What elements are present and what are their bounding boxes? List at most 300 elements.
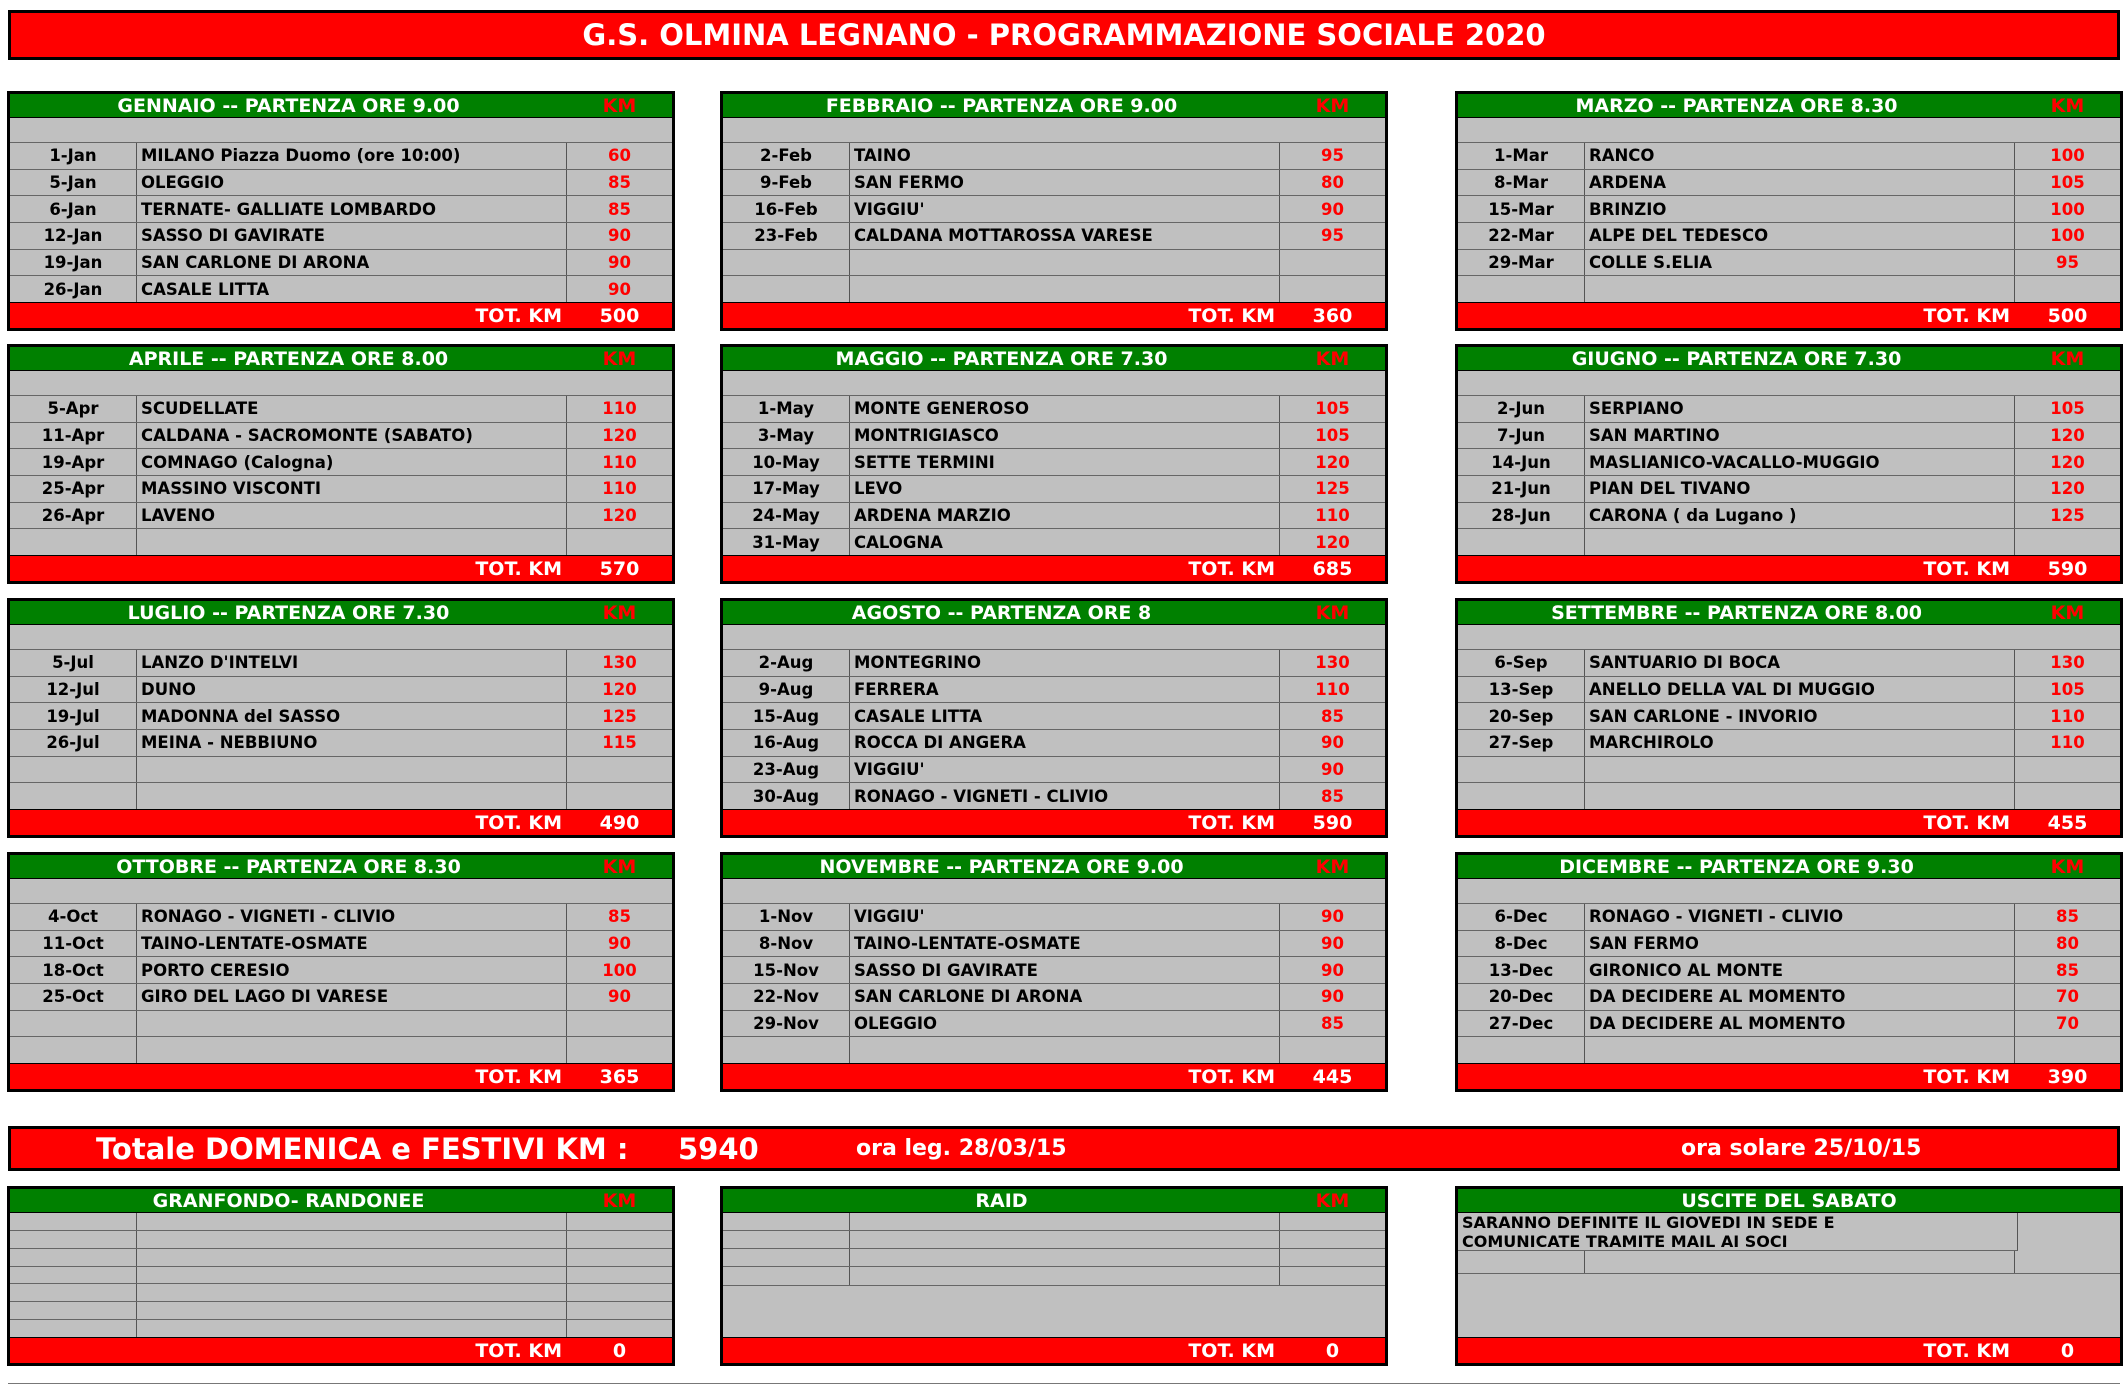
month-block <box>7 852 675 1092</box>
table-row[interactable] <box>723 250 1385 277</box>
granfondo-km-label: KM <box>602 1189 637 1212</box>
ride-destination: RONAGO - VIGNETI - CLIVIO <box>137 904 567 930</box>
ride-date: 4-Oct <box>10 904 137 930</box>
ride-rows <box>10 396 672 555</box>
table-row[interactable] <box>723 170 1385 197</box>
ride-rows <box>1458 650 2120 809</box>
table-row[interactable] <box>10 143 672 170</box>
ride-destination: LAVENO <box>137 503 567 529</box>
ride-date: 10-May <box>723 449 850 475</box>
header-spacer-row <box>723 118 1385 143</box>
table-row[interactable] <box>10 1284 672 1302</box>
ride-km <box>567 1037 672 1063</box>
km-column-label: KM <box>2050 601 2085 624</box>
header-spacer-row <box>1458 371 2120 396</box>
table-row[interactable] <box>10 170 672 197</box>
table-row[interactable] <box>723 957 1385 984</box>
month-total-value: 685 <box>1312 557 1353 580</box>
month-footer <box>723 1063 1385 1089</box>
month-title: MARZO -- PARTENZA ORE 8.30 <box>1575 94 1898 117</box>
table-row[interactable] <box>1458 1251 2120 1274</box>
ride-km: 90 <box>608 987 631 1007</box>
ride-destination: OLEGGIO <box>137 170 567 196</box>
month-total-value: 445 <box>1312 1065 1353 1088</box>
km-column-label: KM <box>1315 601 1350 624</box>
ride-date: 7-Jun <box>1458 423 1585 449</box>
ride-km: 95 <box>1321 146 1344 166</box>
ride-destination: DA DECIDERE AL MOMENTO <box>1585 984 2015 1010</box>
table-row[interactable] <box>723 529 1385 555</box>
header-spacer-row <box>1458 625 2120 650</box>
table-row[interactable] <box>10 1213 672 1231</box>
ride-date: 26-Jul <box>10 730 137 756</box>
ride-date: 5-Apr <box>10 396 137 422</box>
ride-destination: CASALE LITTA <box>137 276 567 302</box>
km-column-label: KM <box>1315 347 1350 370</box>
raid-block <box>720 1186 1388 1366</box>
month-title: GIUGNO -- PARTENZA ORE 7.30 <box>1571 347 1902 370</box>
raid-footer <box>723 1337 1385 1363</box>
month-header <box>10 601 672 625</box>
ride-date: 27-Dec <box>1458 1011 1585 1037</box>
ride-date: 25-Oct <box>10 984 137 1010</box>
month-total-value: 570 <box>599 557 640 580</box>
table-row[interactable] <box>10 931 672 958</box>
month-footer <box>1458 1063 2120 1089</box>
month-total-label: TOT. KM <box>1188 304 1275 327</box>
table-row[interactable] <box>1458 143 2120 170</box>
month-title: LUGLIO -- PARTENZA ORE 7.30 <box>127 601 450 624</box>
table-row[interactable] <box>1458 984 2120 1011</box>
month-total-label: TOT. KM <box>1188 557 1275 580</box>
table-row[interactable] <box>723 783 1385 809</box>
ride-destination: MEINA - NEBBIUNO <box>137 730 567 756</box>
daylight-saving-date: ora leg. 28/03/15 <box>856 1136 1067 1161</box>
table-row[interactable] <box>1458 449 2120 476</box>
ride-km: 80 <box>1321 173 1344 192</box>
table-row[interactable] <box>723 276 1385 302</box>
km-column-label: KM <box>602 855 637 878</box>
ride-destination: SASSO DI GAVIRATE <box>850 957 1280 983</box>
season-total-value: 5940 <box>678 1131 759 1166</box>
season-totals-bar <box>8 1126 2120 1171</box>
table-row[interactable] <box>723 476 1385 503</box>
raid-total-value: 0 <box>1325 1339 1340 1362</box>
ride-destination <box>137 529 567 555</box>
ride-km: 90 <box>1321 733 1344 753</box>
ride-km: 130 <box>602 653 637 673</box>
table-row[interactable] <box>723 223 1385 250</box>
month-title: GENNAIO -- PARTENZA ORE 9.00 <box>117 94 460 117</box>
ride-date: 13-Sep <box>1458 677 1585 703</box>
header-spacer-row <box>10 879 672 904</box>
km-column-label: KM <box>1315 855 1350 878</box>
ride-km: 100 <box>2050 146 2085 166</box>
ride-km: 115 <box>602 733 637 753</box>
ride-km: 105 <box>1315 426 1350 445</box>
table-row[interactable] <box>1458 529 2120 555</box>
table-row[interactable] <box>10 223 672 250</box>
table-row[interactable] <box>10 396 672 423</box>
table-row[interactable] <box>10 783 672 809</box>
month-header <box>723 601 1385 625</box>
table-row[interactable] <box>723 1267 1385 1285</box>
ride-km: 95 <box>2056 253 2079 273</box>
table-row[interactable] <box>1458 677 2120 704</box>
table-row[interactable] <box>723 1037 1385 1063</box>
ride-date: 16-Aug <box>723 730 850 756</box>
ride-destination: SAN FERMO <box>850 170 1280 196</box>
month-title: SETTEMBRE -- PARTENZA ORE 8.00 <box>1551 601 1922 624</box>
ride-km: 125 <box>1315 479 1350 499</box>
month-title: FEBBRAIO -- PARTENZA ORE 9.00 <box>825 94 1178 117</box>
table-row[interactable] <box>723 396 1385 423</box>
ride-rows <box>10 650 672 809</box>
table-row[interactable] <box>1458 196 2120 223</box>
ride-km <box>567 529 672 555</box>
month-total-label: TOT. KM <box>475 304 562 327</box>
month-footer <box>10 302 672 328</box>
month-header <box>1458 601 2120 625</box>
table-row[interactable] <box>723 757 1385 784</box>
table-row[interactable] <box>10 529 672 555</box>
month-block <box>1455 344 2123 584</box>
table-row[interactable] <box>10 423 672 450</box>
sabato-header <box>1458 1189 2120 1213</box>
ride-km: 95 <box>1321 226 1344 246</box>
ride-destination: COLLE S.ELIA <box>1585 250 2015 276</box>
header-spacer-row <box>10 625 672 650</box>
ride-destination: PORTO CERESIO <box>137 957 567 983</box>
ride-km: 70 <box>2056 1014 2079 1034</box>
ride-destination: CALDANA - SACROMONTE (SABATO) <box>137 423 567 449</box>
km-column-label: KM <box>2050 347 2085 370</box>
ride-date: 19-Apr <box>10 449 137 475</box>
table-row[interactable] <box>10 503 672 530</box>
table-row[interactable] <box>723 931 1385 958</box>
ride-date: 26-Jan <box>10 276 137 302</box>
ride-destination: MASLIANICO-VACALLO-MUGGIO <box>1585 449 2015 475</box>
ride-date: 11-Oct <box>10 931 137 957</box>
month-total-value: 590 <box>1312 811 1353 834</box>
granfondo-title: GRANFONDO- RANDONEE <box>152 1189 425 1212</box>
table-row[interactable] <box>1458 1011 2120 1038</box>
month-block <box>7 344 675 584</box>
table-row[interactable] <box>1458 650 2120 677</box>
ride-km <box>2015 276 2120 302</box>
ride-km <box>1280 276 1385 302</box>
table-row[interactable] <box>723 503 1385 530</box>
table-row[interactable] <box>1458 170 2120 197</box>
ride-km <box>567 783 672 809</box>
ride-date: 13-Dec <box>1458 957 1585 983</box>
ride-destination <box>1585 529 2015 555</box>
table-row[interactable] <box>1458 423 2120 450</box>
month-total-label: TOT. KM <box>1188 811 1275 834</box>
ride-date: 1-Jan <box>10 143 137 169</box>
km-column-label: KM <box>2050 855 2085 878</box>
month-footer <box>10 809 672 835</box>
month-footer <box>1458 809 2120 835</box>
ride-km: 110 <box>1315 506 1350 526</box>
ride-destination: GIRO DEL LAGO DI VARESE <box>137 984 567 1010</box>
km-column-label: KM <box>602 601 637 624</box>
ride-km: 125 <box>602 706 637 726</box>
granfondo-total-value: 0 <box>612 1339 627 1362</box>
sabato-title: USCITE DEL SABATO <box>1681 1189 1897 1212</box>
header-spacer-row <box>723 371 1385 396</box>
ride-km: 110 <box>2050 706 2085 726</box>
ride-km: 90 <box>1321 907 1344 927</box>
ride-destination: RONAGO - VIGNETI - CLIVIO <box>1585 904 2015 930</box>
table-row[interactable] <box>10 650 672 677</box>
ride-destination: ALPE DEL TEDESCO <box>1585 223 2015 249</box>
ride-date: 23-Feb <box>723 223 850 249</box>
ride-km: 85 <box>608 907 631 927</box>
ride-date <box>10 1011 137 1037</box>
table-row[interactable] <box>723 423 1385 450</box>
ride-km <box>2015 757 2120 783</box>
ride-date <box>10 757 137 783</box>
month-total-label: TOT. KM <box>475 557 562 580</box>
month-total-label: TOT. KM <box>1923 304 2010 327</box>
ride-rows <box>723 904 1385 1063</box>
ride-destination: RONAGO - VIGNETI - CLIVIO <box>850 783 1280 809</box>
ride-destination: TAINO-LENTATE-OSMATE <box>850 931 1280 957</box>
ride-km: 90 <box>1321 934 1344 953</box>
ride-date: 22-Mar <box>1458 223 1585 249</box>
month-title: AGOSTO -- PARTENZA ORE 8 <box>851 601 1152 624</box>
table-row[interactable] <box>1458 1274 2120 1337</box>
table-row[interactable] <box>10 957 672 984</box>
ride-destination: CALOGNA <box>850 529 1280 555</box>
month-block <box>720 598 1388 838</box>
table-row[interactable] <box>10 449 672 476</box>
ride-km: 110 <box>602 399 637 419</box>
header-spacer-row <box>723 879 1385 904</box>
month-header <box>10 347 672 371</box>
month-total-label: TOT. KM <box>1923 557 2010 580</box>
ride-date <box>1458 276 1585 302</box>
ride-km: 100 <box>2050 199 2085 219</box>
ride-km: 85 <box>2056 960 2079 980</box>
table-row[interactable] <box>10 904 672 931</box>
table-row[interactable] <box>1458 957 2120 984</box>
month-total-value: 455 <box>2047 811 2088 834</box>
ride-km: 85 <box>1321 786 1344 806</box>
table-row[interactable] <box>10 476 672 503</box>
ride-date: 21-Jun <box>1458 476 1585 502</box>
ride-km: 85 <box>1321 706 1344 726</box>
ride-destination: VIGGIU' <box>850 196 1280 222</box>
table-row[interactable] <box>1458 250 2120 277</box>
month-total-label: TOT. KM <box>1923 811 2010 834</box>
table-row[interactable] <box>1458 276 2120 302</box>
ride-km: 120 <box>602 506 637 526</box>
ride-km: 130 <box>2050 653 2085 673</box>
ride-destination: SAN CARLONE DI ARONA <box>137 250 567 276</box>
table-row[interactable] <box>10 1267 672 1285</box>
ride-destination: CASALE LITTA <box>850 703 1280 729</box>
ride-destination: FERRERA <box>850 677 1280 703</box>
ride-destination: SETTE TERMINI <box>850 449 1280 475</box>
ride-date <box>1458 783 1585 809</box>
table-row[interactable] <box>1458 503 2120 530</box>
month-total-value: 390 <box>2047 1065 2088 1088</box>
km-column-label: KM <box>602 94 637 117</box>
table-row[interactable] <box>723 904 1385 931</box>
ride-date: 30-Aug <box>723 783 850 809</box>
table-row[interactable] <box>1458 931 2120 958</box>
ride-date: 12-Jan <box>10 223 137 249</box>
ride-date: 16-Feb <box>723 196 850 222</box>
table-row[interactable] <box>723 677 1385 704</box>
month-header <box>1458 347 2120 371</box>
ride-date: 14-Jun <box>1458 449 1585 475</box>
ride-destination: SAN FERMO <box>1585 931 2015 957</box>
table-row[interactable] <box>723 1249 1385 1267</box>
ride-destination <box>137 1037 567 1063</box>
month-total-label: TOT. KM <box>1188 1065 1275 1088</box>
granfondo-header <box>10 1189 672 1213</box>
header-spacer-row <box>10 118 672 143</box>
ride-destination <box>1585 276 2015 302</box>
ride-km: 90 <box>608 934 631 953</box>
ride-date <box>10 783 137 809</box>
ride-destination: MONTRIGIASCO <box>850 423 1280 449</box>
ride-date: 11-Apr <box>10 423 137 449</box>
ride-destination: CALDANA MOTTAROSSA VARESE <box>850 223 1280 249</box>
granfondo-footer <box>10 1337 672 1363</box>
month-header <box>723 855 1385 879</box>
table-row[interactable] <box>10 730 672 757</box>
table-row[interactable] <box>723 1286 1385 1337</box>
ride-date: 17-May <box>723 476 850 502</box>
ride-km: 85 <box>1321 1014 1344 1034</box>
ride-destination: PIAN DEL TIVANO <box>1585 476 2015 502</box>
table-row[interactable] <box>10 1320 672 1337</box>
raid-title: RAID <box>975 1189 1028 1212</box>
table-row[interactable] <box>1458 396 2120 423</box>
ride-date: 26-Apr <box>10 503 137 529</box>
table-row[interactable] <box>723 1231 1385 1249</box>
sabato-rows <box>1458 1213 2120 1337</box>
month-title: MAGGIO -- PARTENZA ORE 7.30 <box>835 347 1168 370</box>
month-total-value: 360 <box>1312 304 1353 327</box>
ride-destination <box>137 757 567 783</box>
table-row[interactable] <box>723 1011 1385 1038</box>
table-row[interactable] <box>723 196 1385 223</box>
table-row[interactable] <box>1458 904 2120 931</box>
table-row[interactable] <box>10 1231 672 1249</box>
ride-km: 85 <box>608 199 631 219</box>
table-row[interactable] <box>1458 730 2120 757</box>
table-row[interactable] <box>10 1037 672 1063</box>
ride-destination: OLEGGIO <box>850 1011 1280 1037</box>
ride-date: 6-Sep <box>1458 650 1585 676</box>
ride-km: 110 <box>2050 733 2085 753</box>
ride-destination <box>1585 757 2015 783</box>
ride-date <box>1458 529 1585 555</box>
ride-date: 25-Apr <box>10 476 137 502</box>
table-row[interactable] <box>10 1302 672 1320</box>
month-title: APRILE -- PARTENZA ORE 8.00 <box>128 347 449 370</box>
month-footer <box>723 555 1385 581</box>
ride-destination: MADONNA del SASSO <box>137 703 567 729</box>
table-row[interactable] <box>10 703 672 730</box>
ride-date: 29-Mar <box>1458 250 1585 276</box>
table-row[interactable] <box>1458 1037 2120 1063</box>
month-header <box>723 94 1385 118</box>
ride-date: 31-May <box>723 529 850 555</box>
ride-km: 90 <box>608 279 631 299</box>
ride-km: 105 <box>1315 399 1350 419</box>
month-total-label: TOT. KM <box>475 1065 562 1088</box>
ride-date: 2-Aug <box>723 650 850 676</box>
sabato-total-value: 0 <box>2060 1339 2075 1362</box>
table-row[interactable] <box>723 143 1385 170</box>
km-column-label: KM <box>2050 94 2085 117</box>
ride-date: 3-May <box>723 423 850 449</box>
table-row[interactable] <box>10 250 672 277</box>
ride-destination: MASSINO VISCONTI <box>137 476 567 502</box>
ride-destination <box>850 250 1280 276</box>
km-column-label: KM <box>1315 94 1350 117</box>
table-row[interactable] <box>10 984 672 1011</box>
ride-destination: SASSO DI GAVIRATE <box>137 223 567 249</box>
table-row[interactable] <box>10 757 672 784</box>
raid-km-label: KM <box>1315 1189 1350 1212</box>
ride-km: 105 <box>2050 680 2085 699</box>
table-row[interactable] <box>1458 476 2120 503</box>
table-row[interactable] <box>10 1011 672 1038</box>
table-row[interactable] <box>10 1249 672 1267</box>
table-row[interactable] <box>10 276 672 302</box>
month-total-label: TOT. KM <box>475 811 562 834</box>
ride-date: 9-Aug <box>723 677 850 703</box>
ride-rows <box>723 396 1385 555</box>
ride-destination <box>850 1037 1280 1063</box>
table-row[interactable] <box>723 1213 1385 1231</box>
ride-km: 70 <box>2056 987 2079 1007</box>
table-row[interactable] <box>723 703 1385 730</box>
ride-km <box>567 1011 672 1037</box>
ride-date: 15-Aug <box>723 703 850 729</box>
table-row[interactable] <box>1458 703 2120 730</box>
month-total-label: TOT. KM <box>1923 1065 2010 1088</box>
page-title: G.S. OLMINA LEGNANO - PROGRAMMAZIONE SOCIALE 2020 <box>8 10 2120 60</box>
table-row[interactable] <box>10 677 672 704</box>
standard-time-date: ora solare 25/10/15 <box>1681 1136 1922 1161</box>
ride-destination: ARDENA MARZIO <box>850 503 1280 529</box>
ride-date: 8-Nov <box>723 931 850 957</box>
ride-destination <box>850 276 1280 302</box>
table-row[interactable] <box>10 196 672 223</box>
granfondo-rows <box>10 1213 672 1337</box>
table-row[interactable] <box>723 449 1385 476</box>
ride-km: 120 <box>2050 426 2085 445</box>
table-row[interactable] <box>1458 223 2120 250</box>
table-row[interactable] <box>723 650 1385 677</box>
table-row[interactable] <box>723 984 1385 1011</box>
table-row[interactable] <box>1458 783 2120 809</box>
table-row[interactable] <box>1458 757 2120 784</box>
table-row[interactable] <box>723 730 1385 757</box>
ride-destination: SAN CARLONE DI ARONA <box>850 984 1280 1010</box>
month-footer <box>10 555 672 581</box>
ride-km <box>1280 1037 1385 1063</box>
ride-km: 85 <box>608 173 631 192</box>
